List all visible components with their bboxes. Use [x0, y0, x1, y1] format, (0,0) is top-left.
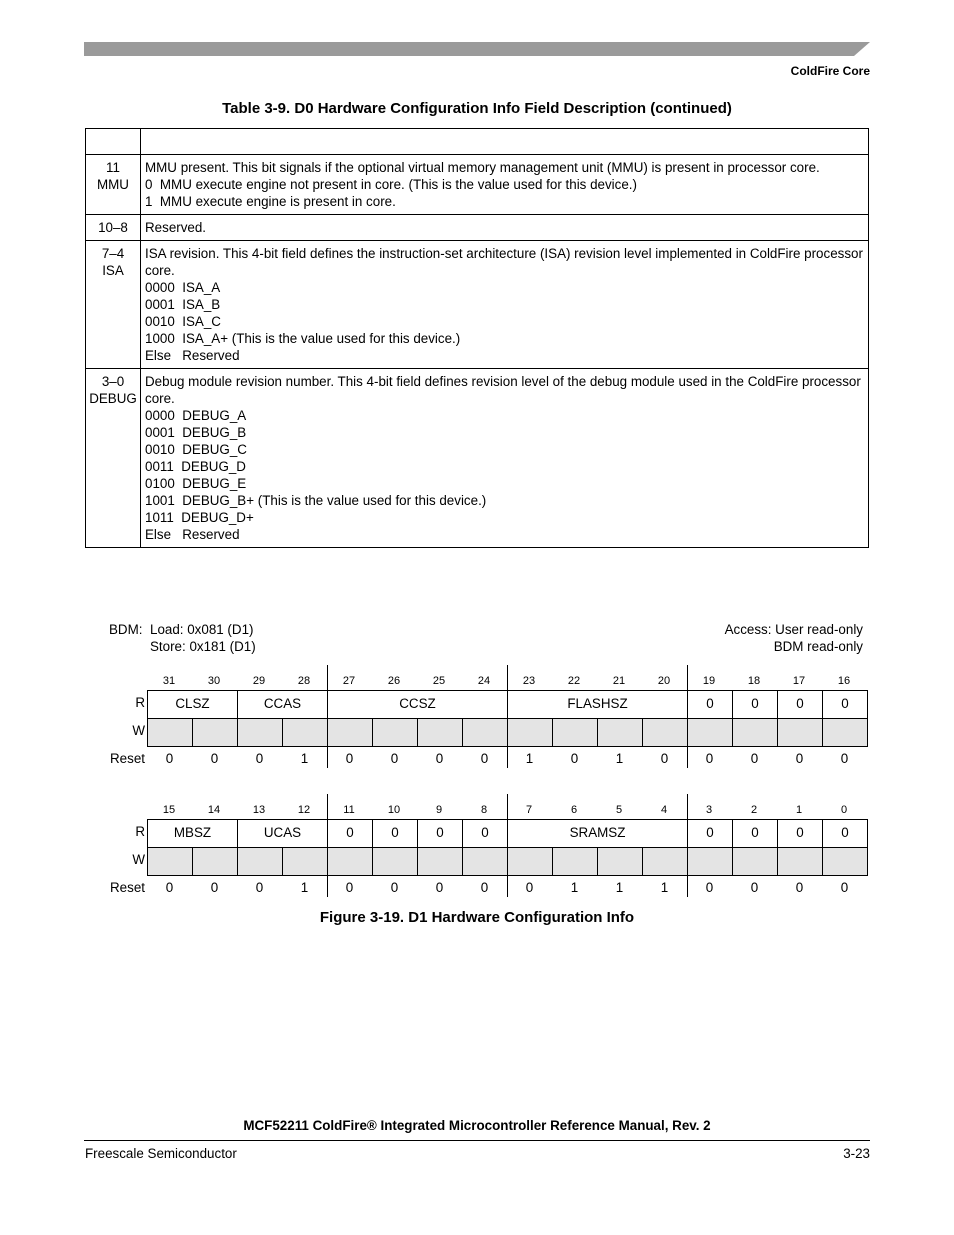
- bit-number: 19: [702, 675, 716, 687]
- bits-text: 3–0: [101, 374, 125, 389]
- register-field: 0: [777, 819, 823, 848]
- register-field: 0: [462, 819, 508, 848]
- register-field: 0: [822, 819, 868, 848]
- company-name: Freescale Semiconductor: [85, 1146, 237, 1161]
- bits-text: 7–4: [101, 246, 125, 261]
- row-label-r: R: [135, 695, 145, 710]
- reset-value: 0: [345, 880, 354, 895]
- bit-number: 23: [522, 675, 536, 687]
- bit-number: 0: [840, 804, 848, 816]
- reset-value: 0: [750, 751, 759, 766]
- bit-number: 5: [615, 804, 623, 816]
- write-cell: [282, 847, 328, 876]
- bit-number: 9: [435, 804, 443, 816]
- bit-number: 6: [570, 804, 578, 816]
- write-cell: [192, 847, 238, 876]
- description-line: Else Reserved: [145, 348, 240, 363]
- bit-number: 10: [387, 804, 401, 816]
- reset-value: 0: [435, 751, 444, 766]
- description-line: Else Reserved: [145, 527, 240, 542]
- section-title: ColdFire Core: [790, 64, 870, 78]
- write-cell: [417, 718, 463, 747]
- bits-text: 10–8: [98, 220, 128, 235]
- header-bar: [84, 42, 870, 56]
- write-cell: [147, 847, 193, 876]
- write-cell: [327, 847, 373, 876]
- reset-value: 1: [570, 880, 579, 895]
- write-cell: [687, 718, 733, 747]
- page-number: 3-23: [843, 1146, 870, 1161]
- bit-number: 20: [657, 675, 671, 687]
- bits-cell: [86, 241, 141, 369]
- row-label-w: W: [132, 852, 145, 867]
- reset-value: 0: [795, 880, 804, 895]
- table-row: [86, 215, 869, 241]
- register-field: 0: [687, 819, 733, 848]
- description-line: 1001 DEBUG_B+ (This is the value used for this device.): [145, 493, 487, 508]
- write-cell: [462, 847, 508, 876]
- footer-rule: [84, 1140, 870, 1141]
- write-cell: [687, 847, 733, 876]
- bit-number: 29: [252, 675, 266, 687]
- register-field: 0: [327, 819, 373, 848]
- field-description-table: [85, 128, 869, 548]
- write-cell: [417, 847, 463, 876]
- bit-number: 12: [297, 804, 311, 816]
- register-field: MBSZ: [147, 819, 238, 848]
- description-line: 0001 DEBUG_B: [145, 425, 247, 440]
- bit-number: 8: [480, 804, 488, 816]
- register-field: 0: [687, 690, 733, 719]
- reset-value: 0: [255, 751, 264, 766]
- bit-number: 3: [705, 804, 713, 816]
- write-cell: [282, 718, 328, 747]
- bit-number: 13: [252, 804, 266, 816]
- bit-number: 15: [162, 804, 176, 816]
- write-cell: [552, 718, 598, 747]
- register-field: 0: [732, 819, 778, 848]
- write-cell: [642, 847, 688, 876]
- register-field: 0: [822, 690, 868, 719]
- reset-value: 0: [840, 751, 849, 766]
- description-line: 0010 DEBUG_C: [145, 442, 247, 457]
- write-cell: [822, 718, 868, 747]
- bit-number: 21: [612, 675, 626, 687]
- description-line: 0 MMU execute engine not present in core. (This is the value used for this device.): [145, 177, 637, 192]
- register-field: 0: [777, 690, 823, 719]
- write-cell: [372, 718, 418, 747]
- register-field: 0: [372, 819, 418, 848]
- write-cell: [147, 718, 193, 747]
- bit-number: 7: [525, 804, 533, 816]
- description-line: 0000 ISA_A: [145, 280, 221, 295]
- reset-value: 0: [165, 751, 174, 766]
- write-cell: [732, 847, 778, 876]
- reset-value: 1: [615, 880, 624, 895]
- description-line: 0100 DEBUG_E: [145, 476, 247, 491]
- reset-value: 0: [660, 751, 669, 766]
- write-cell: [642, 718, 688, 747]
- register-field: FLASHSZ: [507, 690, 688, 719]
- description-line: 0000 DEBUG_A: [145, 408, 247, 423]
- bits-text: MMU: [97, 177, 129, 192]
- bit-number: 2: [750, 804, 758, 816]
- register-field: UCAS: [237, 819, 328, 848]
- row-label-reset: Reset: [110, 880, 145, 895]
- bits-text: 11: [106, 160, 120, 175]
- write-cell: [777, 718, 823, 747]
- bit-number: 17: [792, 675, 806, 687]
- bits-cell: [86, 369, 141, 548]
- reset-value: 0: [210, 880, 219, 895]
- reset-value: 0: [390, 880, 399, 895]
- bit-number: 1: [795, 804, 803, 816]
- bits-cell: [86, 155, 141, 215]
- description-line: Reserved.: [145, 220, 207, 235]
- bits-text: ISA: [102, 263, 124, 278]
- description-line: ISA revision. This 4-bit field defines the instruction-set architecture (ISA) revision level implemented in ColdFire processor core.: [145, 246, 867, 278]
- description-cell: [141, 241, 869, 369]
- table-row: [86, 155, 869, 215]
- bdm-store-address: Store: 0x181 (D1): [150, 639, 256, 654]
- bdm-load-address: Load: 0x081 (D1): [150, 622, 254, 637]
- write-cell: [237, 847, 283, 876]
- table-row: [86, 241, 869, 369]
- bit-number: 14: [207, 804, 221, 816]
- write-cell: [462, 718, 508, 747]
- register-field: SRAMSZ: [507, 819, 688, 848]
- write-cell: [507, 847, 553, 876]
- bit-number: 30: [207, 675, 221, 687]
- write-cell: [327, 718, 373, 747]
- description-line: 0011 DEBUG_D: [145, 459, 246, 474]
- description-cell: [141, 369, 869, 548]
- reset-value: 0: [840, 880, 849, 895]
- bit-number: 25: [432, 675, 446, 687]
- write-cell: [597, 847, 643, 876]
- reset-value: 0: [750, 880, 759, 895]
- reset-value: 0: [795, 751, 804, 766]
- reset-value: 1: [660, 880, 669, 895]
- bdm-label: BDM:: [109, 622, 143, 637]
- manual-title: MCF52211 ColdFire® Integrated Microcontroller Reference Manual, Rev. 2: [243, 1118, 711, 1133]
- reset-value: 1: [300, 880, 309, 895]
- bit-number: 31: [162, 675, 176, 687]
- bit-number: 26: [387, 675, 401, 687]
- row-label-r: R: [135, 824, 145, 839]
- register-field: CCSZ: [327, 690, 508, 719]
- register-field: CLSZ: [147, 690, 238, 719]
- reset-value: 0: [480, 751, 489, 766]
- reset-value: 0: [705, 751, 714, 766]
- description-line: Debug module revision number. This 4-bit field defines revision level of the debug module used in the ColdFire processor core.: [145, 374, 865, 406]
- table-row: [86, 369, 869, 548]
- bit-number: 24: [477, 675, 491, 687]
- reset-value: 0: [705, 880, 714, 895]
- bit-number: 4: [660, 804, 668, 816]
- reset-value: 0: [435, 880, 444, 895]
- register-field: 0: [732, 690, 778, 719]
- figure-caption: Figure 3-19. D1 Hardware Configuration Info: [319, 909, 635, 926]
- row-label-reset: Reset: [110, 751, 145, 766]
- reset-value: 1: [525, 751, 534, 766]
- write-cell: [822, 847, 868, 876]
- register-field: CCAS: [237, 690, 328, 719]
- bit-number: 28: [297, 675, 311, 687]
- description-line: 1011 DEBUG_D+: [145, 510, 254, 525]
- reset-value: 0: [480, 880, 489, 895]
- write-cell: [507, 718, 553, 747]
- write-cell: [597, 718, 643, 747]
- write-cell: [552, 847, 598, 876]
- register-field: 0: [417, 819, 463, 848]
- access-text: Access: User read-only: [724, 622, 863, 637]
- bit-number: 11: [343, 804, 355, 816]
- description-line: 0010 ISA_C: [145, 314, 221, 329]
- table-header-row: [86, 129, 869, 155]
- bit-number: 27: [342, 675, 356, 687]
- table-title: Table 3-9. D0 Hardware Configuration Info Field Description (continued): [222, 100, 732, 117]
- description-line: 1 MMU execute engine is present in core.: [145, 194, 396, 209]
- header-cell-bits: [86, 129, 141, 155]
- write-cell: [192, 718, 238, 747]
- access-bdm-text: BDM read-only: [773, 639, 863, 654]
- write-cell: [777, 847, 823, 876]
- reset-value: 1: [615, 751, 624, 766]
- header-cell-description: [141, 129, 869, 155]
- description-cell: [141, 155, 869, 215]
- reset-value: 0: [345, 751, 354, 766]
- description-line: 1000 ISA_A+ (This is the value used for this device.): [145, 331, 461, 346]
- bit-number: 16: [837, 675, 851, 687]
- description-line: MMU present. This bit signals if the optional virtual memory management unit (MMU) is present in processor core.: [145, 160, 820, 175]
- bit-number: 18: [747, 675, 761, 687]
- bit-number: 22: [567, 675, 581, 687]
- write-cell: [732, 718, 778, 747]
- bits-cell: [86, 215, 141, 241]
- reset-value: 0: [255, 880, 264, 895]
- bits-text: DEBUG: [89, 391, 137, 406]
- reset-value: 1: [300, 751, 309, 766]
- reset-value: 0: [570, 751, 579, 766]
- reset-value: 0: [390, 751, 399, 766]
- description-line: 0001 ISA_B: [145, 297, 221, 312]
- row-label-w: W: [132, 723, 145, 738]
- write-cell: [372, 847, 418, 876]
- write-cell: [237, 718, 283, 747]
- reset-value: 0: [165, 880, 174, 895]
- description-cell: [141, 215, 869, 241]
- reset-value: 0: [525, 880, 534, 895]
- reset-value: 0: [210, 751, 219, 766]
